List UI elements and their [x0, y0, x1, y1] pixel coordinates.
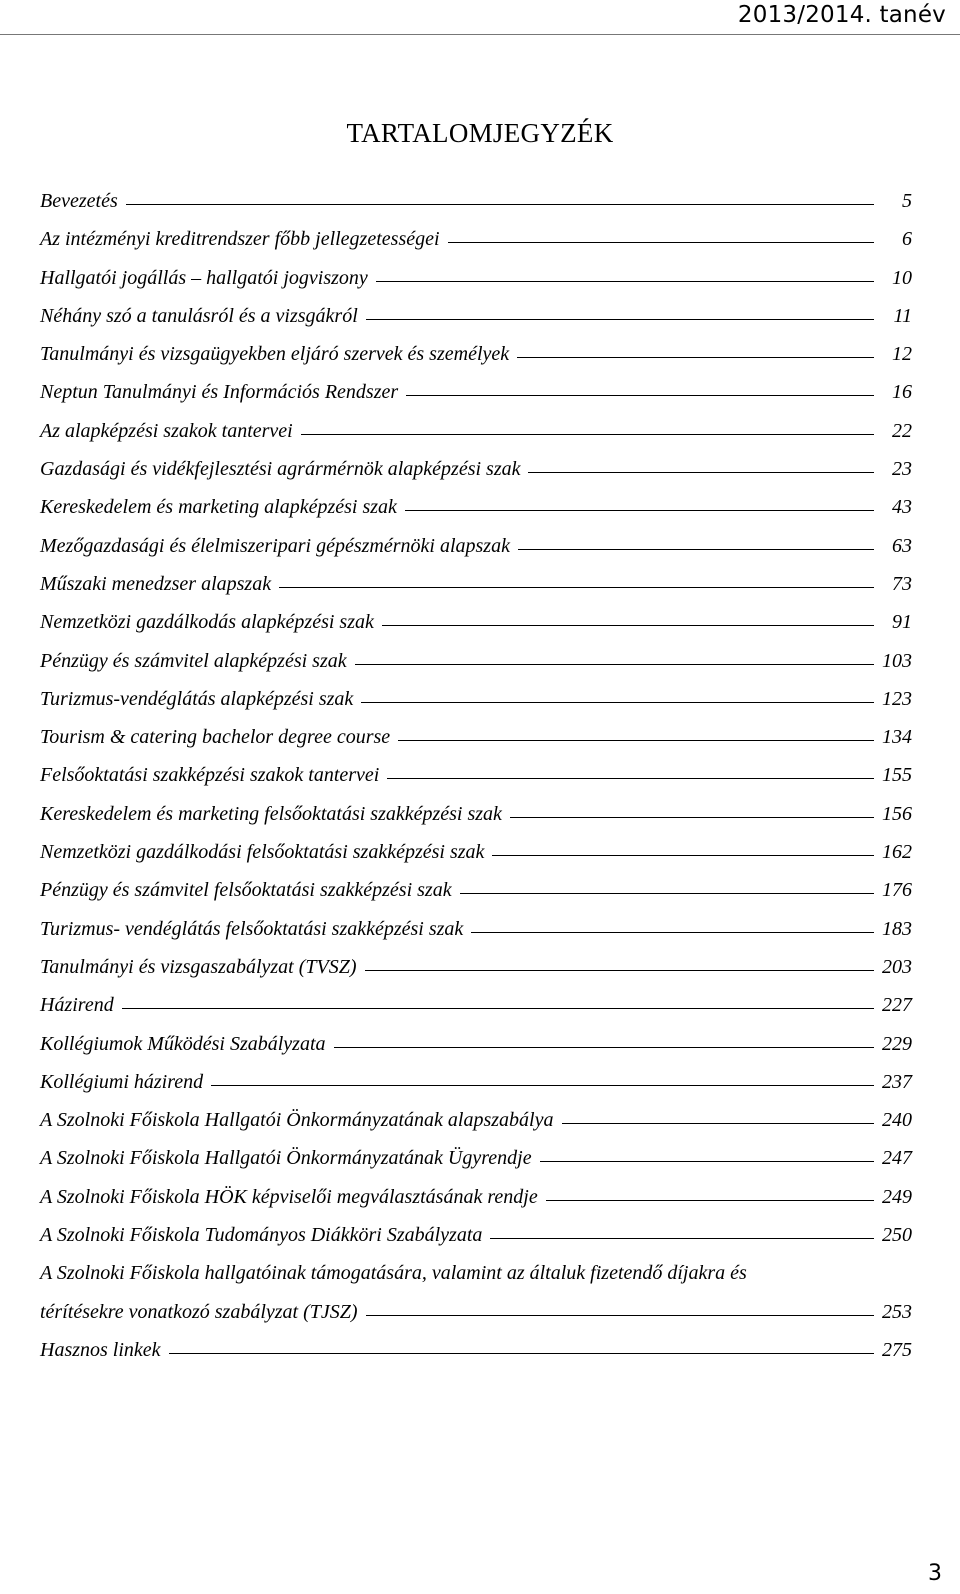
- toc-entry-page: 12: [892, 343, 912, 366]
- toc-entry[interactable]: [40, 1033, 912, 1071]
- toc-leader-line: [334, 1047, 874, 1048]
- toc-leader-line: [471, 932, 874, 933]
- toc-entry[interactable]: [40, 458, 912, 496]
- toc-leader-line: [366, 319, 874, 320]
- toc-entry-title: Nemzetközi gazdálkodási felsőoktatási szakképzési szak: [40, 841, 485, 864]
- toc-entry-title: Házirend: [40, 994, 114, 1017]
- toc-entry[interactable]: [40, 1339, 912, 1377]
- toc-entry[interactable]: [40, 1071, 912, 1109]
- toc-entry[interactable]: [40, 267, 912, 305]
- toc-entry[interactable]: [40, 228, 912, 266]
- toc-entry-title: Tourism & catering bachelor degree course: [40, 726, 391, 749]
- toc-leader-line: [361, 702, 874, 703]
- toc-entry-page: 229: [882, 1032, 912, 1055]
- toc-entry-long[interactable]: [40, 1262, 912, 1339]
- toc-leader-line: [122, 1008, 874, 1009]
- toc-entry-page: 156: [882, 802, 912, 825]
- table-of-contents: [40, 190, 912, 1377]
- toc-entry[interactable]: [40, 803, 912, 841]
- toc-entry-title: Tanulmányi és vizsgaszabályzat (TVSZ): [40, 955, 357, 978]
- toc-entry-title: A Szolnoki Főiskola Hallgatói Önkormányzatának alapszabálya: [40, 1109, 554, 1132]
- toc-entry[interactable]: [40, 1147, 912, 1185]
- toc-entry-title: Nemzetközi gazdálkodás alapképzési szak: [40, 611, 374, 634]
- toc-leader-line: [365, 970, 874, 971]
- toc-entry-title: A Szolnoki Főiskola Tudományos Diákköri Szabályzata: [40, 1224, 483, 1247]
- toc-entry-page: 6: [902, 228, 912, 251]
- page-title: TARTALOMJEGYZÉK: [346, 118, 614, 148]
- toc-entry[interactable]: [40, 611, 912, 649]
- toc-entry-page: 253: [882, 1300, 912, 1323]
- toc-leader-line: [387, 778, 874, 779]
- toc-entry-page: 134: [882, 726, 912, 749]
- header-year: 2013/2014. tanév: [737, 2, 946, 28]
- toc-leader-line: [398, 740, 874, 741]
- toc-entry[interactable]: [40, 381, 912, 419]
- toc-entry-title: Az intézményi kreditrendszer főbb jellegzetességei: [40, 228, 440, 251]
- toc-leader-line: [405, 510, 874, 511]
- toc-leader-line: [540, 1161, 874, 1162]
- toc-entry-title: Tanulmányi és vizsgaügyekben eljáró szervek és személyek: [40, 343, 510, 366]
- toc-entry-title: Kereskedelem és marketing alapképzési szak: [40, 496, 397, 519]
- toc-entry[interactable]: [40, 1109, 912, 1147]
- header-rule: [0, 34, 960, 35]
- toc-leader-line: [366, 1315, 874, 1316]
- toc-entry-page: 203: [882, 955, 912, 978]
- toc-entry-page: 10: [892, 266, 912, 289]
- toc-entry-second-row: [40, 1301, 912, 1324]
- toc-entry-page: 63: [892, 534, 912, 557]
- toc-entry[interactable]: [40, 956, 912, 994]
- toc-entry-title: Kollégiumok Működési Szabályzata: [40, 1032, 326, 1055]
- toc-entry-page: 16: [892, 381, 912, 404]
- toc-entry-page: 73: [892, 572, 912, 595]
- toc-entry-page: 240: [882, 1109, 912, 1132]
- toc-entry[interactable]: [40, 841, 912, 879]
- toc-entry-title-line2: térítésekre vonatkozó szabályzat (TJSZ): [40, 1300, 358, 1323]
- toc-entry-page: 91: [892, 611, 912, 634]
- toc-leader-line: [510, 817, 874, 818]
- toc-entry-title: Neptun Tanulmányi és Információs Rendszer: [40, 381, 399, 404]
- toc-entry-page: 103: [882, 649, 912, 672]
- toc-entry[interactable]: [40, 994, 912, 1032]
- toc-entry-title: Néhány szó a tanulásról és a vizsgákról: [40, 304, 358, 327]
- toc-leader-line: [448, 242, 874, 243]
- toc-entry[interactable]: [40, 879, 912, 917]
- toc-entry-page: 275: [882, 1338, 912, 1361]
- toc-leader-line: [211, 1085, 874, 1086]
- toc-entry[interactable]: [40, 343, 912, 381]
- toc-entry-page: 176: [882, 879, 912, 902]
- toc-entry-page: 11: [893, 304, 912, 327]
- toc-entry-title: Mezőgazdasági és élelmiszeripari gépészmérnöki alapszak: [40, 534, 510, 557]
- toc-leader-line: [279, 587, 874, 588]
- toc-entry-page: 249: [882, 1185, 912, 1208]
- toc-entry-title: Turizmus-vendéglátás alapképzési szak: [40, 687, 354, 710]
- toc-entry[interactable]: [40, 726, 912, 764]
- toc-entry-title: Turizmus- vendéglátás felsőoktatási szakképzési szak: [40, 917, 464, 940]
- toc-entry[interactable]: [40, 918, 912, 956]
- toc-entry-title: Bevezetés: [40, 190, 118, 212]
- toc-leader-line: [382, 625, 874, 626]
- toc-leader-line: [376, 281, 874, 282]
- toc-entry-title: A Szolnoki Főiskola HÖK képviselői megválasztásának rendje: [40, 1185, 538, 1208]
- toc-entry-title: Felsőoktatási szakképzési szakok tantervei: [40, 764, 380, 787]
- page-number: 3: [928, 1561, 942, 1586]
- toc-entry-title: Kereskedelem és marketing felsőoktatási szakképzési szak: [40, 802, 502, 825]
- toc-entry-title: Gazdasági és vidékfejlesztési agrármérnök alapképzési szak: [40, 458, 521, 481]
- toc-leader-line: [517, 357, 874, 358]
- toc-leader-line: [355, 664, 874, 665]
- toc-entry[interactable]: [40, 650, 912, 688]
- toc-entry-title-line1: A Szolnoki Főiskola hallgatóinak támogatására, valamint az általuk fizetendő díjakra és: [40, 1262, 747, 1285]
- toc-leader-line: [562, 1123, 875, 1124]
- toc-leader-line: [169, 1353, 874, 1354]
- toc-entry-title: Hallgatói jogállás – hallgatói jogviszony: [40, 266, 368, 289]
- toc-leader-line: [301, 434, 874, 435]
- toc-entry[interactable]: [40, 420, 912, 458]
- toc-entry[interactable]: [40, 305, 912, 343]
- toc-leader-line: [126, 204, 874, 205]
- toc-entry-page: 227: [882, 994, 912, 1017]
- toc-entry-title: Hasznos linkek: [40, 1338, 161, 1361]
- toc-entry[interactable]: [40, 764, 912, 802]
- toc-entry-page: 250: [882, 1224, 912, 1247]
- toc-entry-page: 23: [892, 458, 912, 481]
- toc-leader-line: [546, 1200, 874, 1201]
- toc-leader-line: [492, 855, 874, 856]
- toc-entry-title: Pénzügy és számvitel alapképzési szak: [40, 649, 347, 672]
- toc-leader-line: [460, 893, 874, 894]
- toc-entry-page: 123: [882, 687, 912, 710]
- toc-entry-page: 237: [882, 1070, 912, 1093]
- toc-entry[interactable]: [40, 1224, 912, 1262]
- toc-entry[interactable]: [40, 190, 912, 228]
- toc-entry[interactable]: [40, 535, 912, 573]
- toc-leader-line: [490, 1238, 874, 1239]
- toc-entry[interactable]: [40, 1186, 912, 1224]
- toc-entry-page: 162: [882, 841, 912, 864]
- toc-entry-page: 43: [892, 496, 912, 519]
- toc-entry-page: 247: [882, 1147, 912, 1170]
- toc-entry[interactable]: [40, 688, 912, 726]
- toc-entry-title: Műszaki menedzser alapszak: [40, 572, 272, 595]
- toc-entry-page: 183: [882, 917, 912, 940]
- toc-entry-title: Pénzügy és számvitel felsőoktatási szakképzési szak: [40, 879, 452, 902]
- toc-entry-title: Az alapképzési szakok tantervei: [40, 419, 293, 442]
- toc-entry-title: A Szolnoki Főiskola Hallgatói Önkormányzatának Ügyrendje: [40, 1147, 532, 1170]
- toc-entry[interactable]: [40, 573, 912, 611]
- toc-entry-title: Kollégiumi házirend: [40, 1070, 204, 1093]
- toc-leader-line: [528, 472, 874, 473]
- toc-leader-line: [518, 549, 874, 550]
- toc-entry-page: 5: [902, 190, 912, 212]
- toc-entry-page: 155: [882, 764, 912, 787]
- toc-entry[interactable]: [40, 496, 912, 534]
- toc-entry-page: 22: [892, 419, 912, 442]
- toc-leader-line: [406, 395, 874, 396]
